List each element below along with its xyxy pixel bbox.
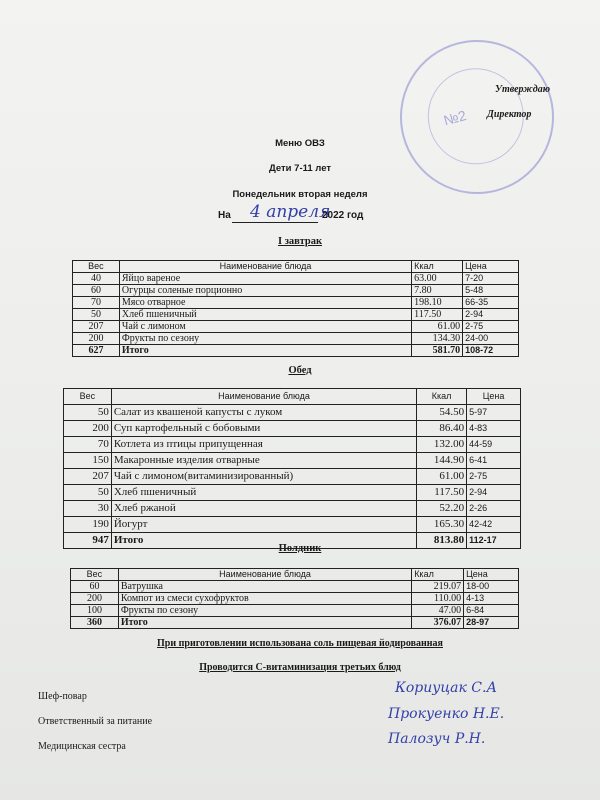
breakfast-table bbox=[72, 260, 519, 357]
total-row: 947 Итого 813.80 112-17 bbox=[64, 533, 521, 549]
total-row: 627 Итого 581.70 108-72 bbox=[73, 345, 519, 357]
date-prefix: На bbox=[218, 210, 231, 221]
table-row: 50 Хлеб пшеничный 117.50 2-94 bbox=[64, 485, 521, 501]
table-row: 40 Яйцо вареное 63.00 7-20 bbox=[73, 273, 519, 285]
table-row: 60 Огурцы соленые порционно 7.80 5-48 bbox=[73, 285, 519, 297]
date-handwritten: 4 апреля bbox=[250, 202, 331, 222]
nurse-signature: Палозуч Р.Н. bbox=[388, 731, 486, 747]
nurse-role: Медицинская сестра bbox=[38, 741, 126, 752]
table-row: 100 Фрукты по сезону 47.00 6-84 bbox=[71, 605, 519, 617]
lunch-table bbox=[63, 388, 521, 549]
snack-title: Полдник bbox=[278, 543, 322, 554]
table-row: 150 Макаронные изделия отварные 144.90 6-41 bbox=[64, 453, 521, 469]
date-year: 2022 год bbox=[322, 210, 364, 221]
table-row: 50 Хлеб пшеничный 117.50 2-94 bbox=[73, 309, 519, 321]
vitamin-note: Проводится С-витаминизация третьих блюд bbox=[199, 662, 401, 673]
approve-label: Утверждаю bbox=[495, 84, 551, 95]
salt-note: При приготовлении использована соль пищевая йодированная bbox=[157, 638, 443, 649]
table-row: 70 Мясо отварное 198.10 66-35 bbox=[73, 297, 519, 309]
day-label: Понедельник вторая неделя bbox=[232, 189, 368, 200]
table-row: 200 Суп картофельный с бобовыми 86.40 4-83 bbox=[64, 421, 521, 437]
date-underline bbox=[232, 222, 318, 223]
nutrition-signature: Прокуенко Н.Е. bbox=[388, 706, 505, 722]
menu-title: Меню ОВЗ bbox=[275, 138, 325, 149]
table-row: 30 Хлеб ржаной 52.20 2-26 bbox=[64, 501, 521, 517]
nutrition-role: Ответственный за питание bbox=[38, 716, 153, 727]
table-header-row: Вес Наименование блюда Ккал Цена bbox=[73, 261, 519, 273]
table-row: 207 Чай с лимоном 61.00 2-75 bbox=[73, 321, 519, 333]
table-row: 200 Компот из смеси сухофруктов 110.00 4-13 bbox=[71, 593, 519, 605]
table-row: 50 Салат из квашеной капусты с луком 54.50 5-97 bbox=[64, 405, 521, 421]
round-stamp bbox=[383, 23, 572, 212]
age-group: Дети 7-11 лет bbox=[268, 163, 332, 174]
table-header-row: Вес Наименование блюда Ккал Цена bbox=[64, 389, 521, 405]
table-header-row: Вес Наименование блюда Ккал Цена bbox=[71, 569, 519, 581]
table-row: 60 Ватрушка 219.07 18-00 bbox=[71, 581, 519, 593]
table-row: 70 Котлета из птицы припущенная 132.00 44-59 bbox=[64, 437, 521, 453]
lunch-title: Обед bbox=[288, 365, 312, 376]
total-row: 360 Итого 376.07 28-97 bbox=[71, 617, 519, 629]
chef-signature: Кориуцак С.А bbox=[395, 680, 498, 696]
chef-role: Шеф-повар bbox=[38, 691, 87, 702]
table-row: 190 Йогурт 165.30 42-42 bbox=[64, 517, 521, 533]
table-row: 207 Чай с лимоном(витаминизированный) 61.00 2-75 bbox=[64, 469, 521, 485]
breakfast-title: I завтрак bbox=[277, 236, 322, 247]
snack-table bbox=[70, 568, 519, 629]
table-row: 200 Фрукты по сезону 134.30 24-00 bbox=[73, 333, 519, 345]
director-label: Директор bbox=[487, 109, 532, 120]
stamp-text: №2 bbox=[441, 107, 468, 129]
